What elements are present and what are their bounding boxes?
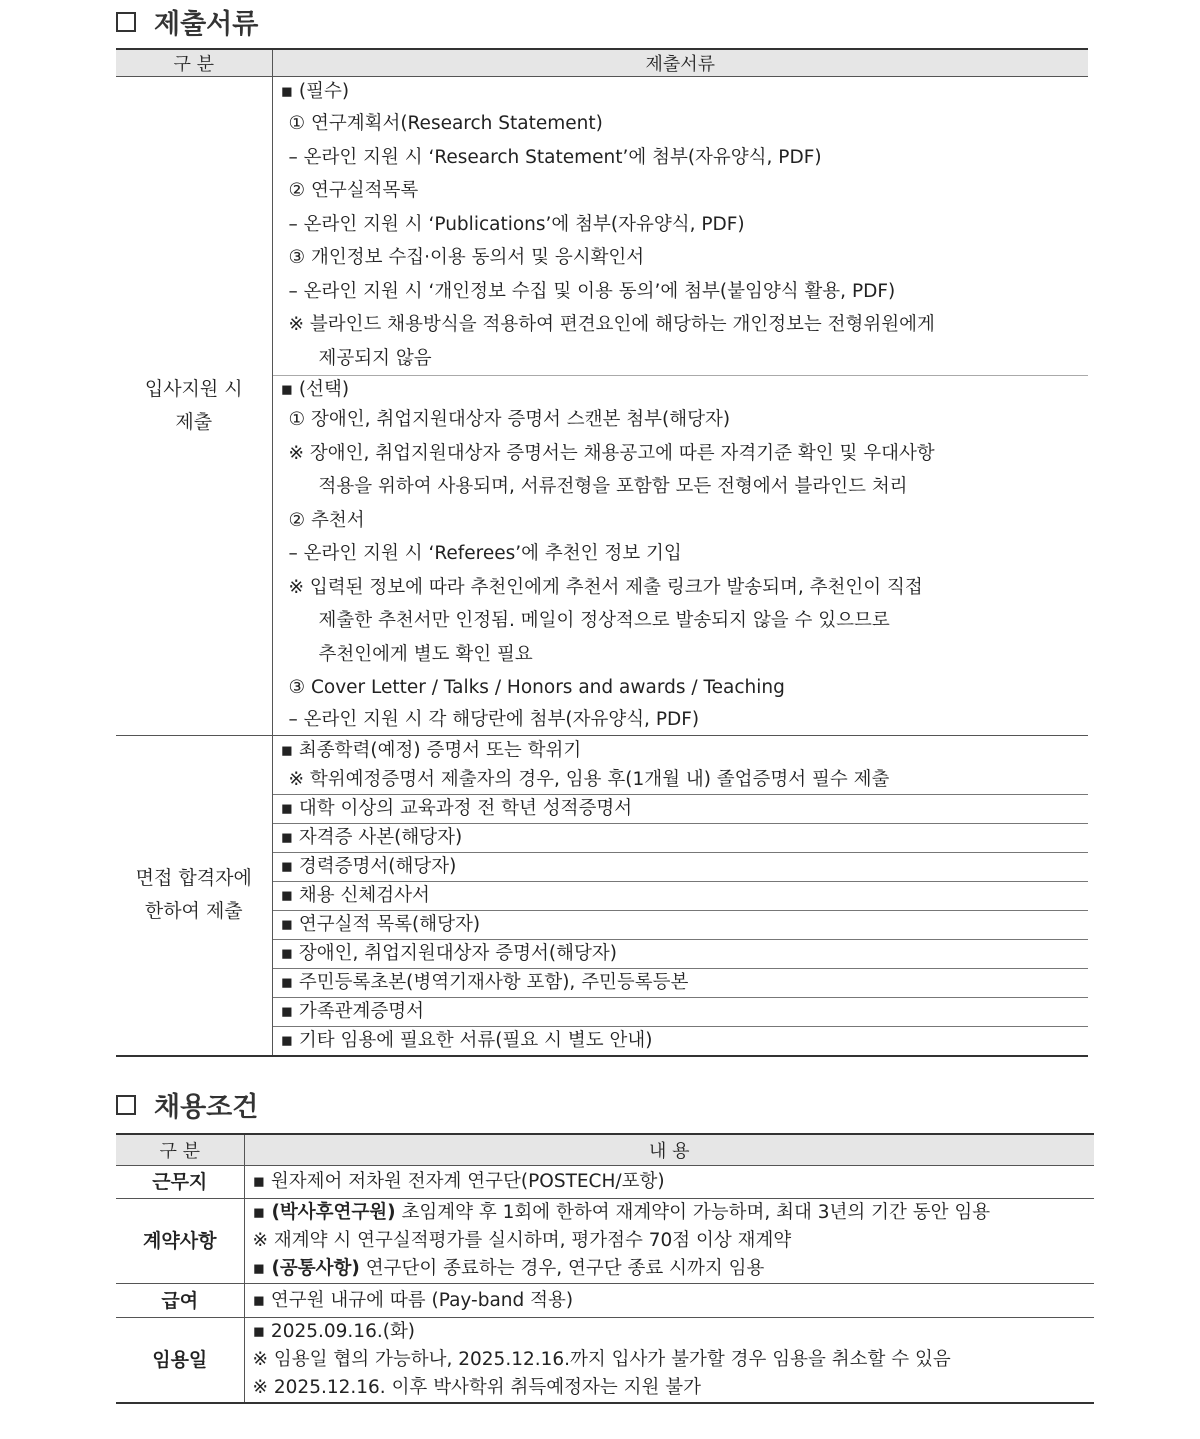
list-item: ▪ 연구실적 목록(해당자) xyxy=(280,913,481,935)
doc-item-cell xyxy=(272,794,1088,823)
row-content-salary xyxy=(244,1284,1094,1318)
doc-item-cell xyxy=(272,852,1088,881)
doc-item-cell xyxy=(272,939,1088,968)
section-title-conditions xyxy=(116,1085,258,1124)
row-label-contract: 계약사항 xyxy=(116,1199,244,1284)
doc-item-cell xyxy=(272,968,1088,997)
list-item: ▪ 대학 이상의 교육과정 전 학년 성적증명서 xyxy=(280,797,633,819)
list-item: 적용을 위하여 사용되며, 서류전형을 포함함 모든 전형에서 블라인드 처리 xyxy=(318,476,908,497)
list-item: ▪ 가족관계증명서 xyxy=(280,1000,425,1022)
list-item: ※ 장애인, 취업지원대상자 증명서는 채용공고에 따른 자격기준 확인 및 우대사항 xyxy=(288,442,935,464)
list-item: ▪ 주민등록초본(병역기재사항 포함), 주민등록등본 xyxy=(280,971,689,993)
row-content-location xyxy=(244,1166,1094,1199)
header-category: 구 분 xyxy=(116,49,272,77)
list-item: ▪ 연구원 내규에 따름 (Pay-band 적용) xyxy=(252,1290,574,1311)
list-item: 제공되지 않음 xyxy=(318,347,432,369)
required-docs-cell xyxy=(272,77,1088,376)
list-item xyxy=(245,1255,1095,1283)
list-item: ▪ 경력증명서(해당자) xyxy=(280,855,457,877)
category-label-line: 제출 xyxy=(175,410,213,433)
list-item: – 온라인 지원 시 ‘Publications’에 첨부(자유양식, PDF) xyxy=(288,213,745,235)
category-apply xyxy=(116,77,272,736)
doc-item-cell xyxy=(272,881,1088,910)
list-item: ② 연구실적목록 xyxy=(288,180,419,201)
list-item: – 온라인 지원 시 ‘Research Statement’에 첨부(자유양식, PDF) xyxy=(288,146,822,168)
header-content: 내 용 xyxy=(244,1134,1094,1166)
list-item: ① 장애인, 취업지원대상자 증명서 스캔본 첨부(해당자) xyxy=(288,409,731,430)
doc-item-cell xyxy=(272,910,1088,939)
list-item xyxy=(245,1199,1095,1227)
item-text: ※ 재계약 시 연구실적평가를 실시하며, 평가점수 70점 이상 재계약 xyxy=(252,1230,792,1251)
row-label-salary: 급여 xyxy=(116,1284,244,1318)
list-item: – 온라인 지원 시 ‘개인정보 수집 및 이용 동의’에 첨부(붙임양식 활용, PDF) xyxy=(288,280,896,302)
list-item: 추천인에게 별도 확인 필요 xyxy=(318,643,533,665)
section-title-text: 제출서류 xyxy=(154,9,259,40)
section-title-text: 채용조건 xyxy=(154,1092,259,1123)
category-label-line: 한하여 제출 xyxy=(144,900,243,922)
list-item: – 온라인 지원 시 ‘Referees’에 추천인 정보 기입 xyxy=(288,543,682,564)
list-item: ※ 입력된 정보에 따라 추천인에게 추천서 제출 링크가 발송되며, 추천인이 직접 xyxy=(288,576,923,598)
bold-label: ▪ (공통사항) xyxy=(252,1258,360,1279)
list-item: ① 연구계획서(Research Statement) xyxy=(288,113,603,134)
checkbox-square-icon xyxy=(116,1095,136,1115)
category-interview xyxy=(116,735,272,1056)
doc-item-cell xyxy=(272,823,1088,852)
doc-item-cell xyxy=(272,997,1088,1026)
bold-label: ▪ (박사후연구원) xyxy=(252,1202,396,1223)
list-item: ▪ 최종학력(예정) 증명서 또는 학위기 xyxy=(280,739,582,761)
list-item: ※ 블라인드 채용방식을 적용하여 편견요인에 해당하는 개인정보는 전형위원에게 xyxy=(288,314,935,335)
list-item: ▪ 기타 임용에 필요한 서류(필요 시 별도 안내) xyxy=(280,1029,653,1051)
list-item: ▪ (선택) xyxy=(280,379,350,400)
doc-item-cell xyxy=(272,735,1088,794)
table-header-row xyxy=(116,49,1088,77)
table-row xyxy=(116,77,1088,376)
table-row xyxy=(116,1166,1094,1199)
section-title-documents xyxy=(116,2,258,41)
list-item: – 온라인 지원 시 각 해당란에 첨부(자유양식, PDF) xyxy=(288,708,700,730)
list-item xyxy=(245,1227,1095,1255)
table-row xyxy=(116,735,1088,794)
category-label-line: 입사지원 시 xyxy=(144,377,243,400)
list-item: ③ Cover Letter / Talks / Honors and awards / Teaching xyxy=(288,677,785,698)
documents-table xyxy=(116,48,1088,1057)
list-item: ② 추천서 xyxy=(288,509,365,531)
conditions-table xyxy=(116,1133,1094,1404)
table-header-row xyxy=(116,1134,1094,1166)
list-item: ▪ 장애인, 취업지원대상자 증명서(해당자) xyxy=(280,942,617,964)
list-item: ▪ 2025.09.16.(화) xyxy=(252,1321,416,1342)
row-content-start-date xyxy=(244,1318,1094,1404)
checkbox-square-icon xyxy=(116,12,136,32)
table-row xyxy=(116,1318,1094,1404)
header-documents: 제출서류 xyxy=(272,49,1088,77)
category-label-line: 면접 합격자에 xyxy=(135,867,252,889)
item-text: 초임계약 후 1회에 한하여 재계약이 가능하며, 최대 3년의 기간 동안 임용 xyxy=(395,1202,991,1223)
list-item: ③ 개인정보 수집·이용 동의서 및 응시확인서 xyxy=(288,247,645,268)
list-item: ▪ (필수) xyxy=(280,81,350,102)
table-row xyxy=(116,1199,1094,1284)
list-item: ※ 2025.12.16. 이후 박사학위 취득예정자는 지원 불가 xyxy=(252,1377,702,1398)
row-label-location: 근무지 xyxy=(116,1166,244,1199)
item-text: 연구단이 종료하는 경우, 연구단 종료 시까지 임용 xyxy=(359,1258,765,1279)
list-item: ※ 학위예정증명서 제출자의 경우, 임용 후(1개월 내) 졸업증명서 필수 제출 xyxy=(288,768,890,790)
list-item: 제출한 추천서만 인정됨. 메일이 정상적으로 발송되지 않을 수 있으므로 xyxy=(318,610,890,631)
row-content-contract xyxy=(244,1199,1094,1284)
list-item: ▪ 채용 신체검사서 xyxy=(280,884,430,906)
list-item: ▪ 원자제어 저차원 전자계 연구단(POSTECH/포항) xyxy=(252,1171,665,1192)
row-label-start-date: 임용일 xyxy=(116,1318,244,1404)
table-row xyxy=(116,1284,1094,1318)
header-category: 구 분 xyxy=(116,1134,244,1166)
list-item: ▪ 자격증 사본(해당자) xyxy=(280,826,463,848)
optional-docs-cell xyxy=(272,376,1088,736)
list-item: ※ 임용일 협의 가능하나, 2025.12.16.까지 입사가 불가할 경우 임용을 취소할 수 있음 xyxy=(252,1349,951,1370)
doc-item-cell xyxy=(272,1026,1088,1056)
